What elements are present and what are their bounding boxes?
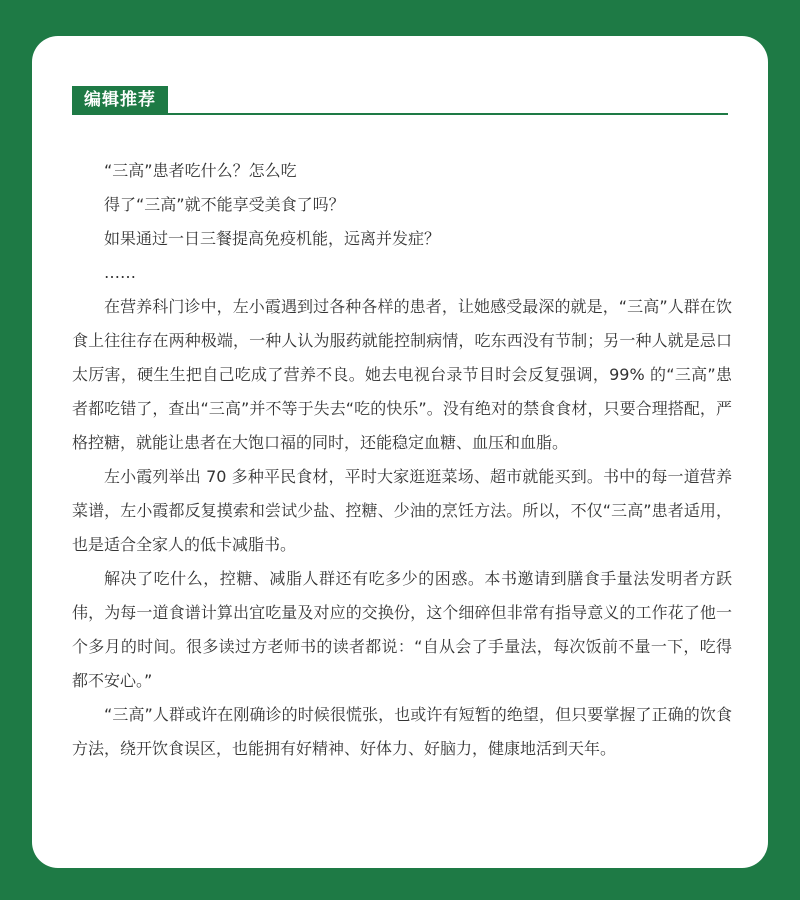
- body-paragraph: 左小霞列举出 70 多种平民食材，平时大家逛逛菜场、超市就能买到。书中的每一道营养菜谱，左小霞都反复摸索和尝试少盐、控糖、少油的烹饪方法。所以，不仅“三高”患者适用，也是适合全家人的低卡减脂书。: [72, 467, 732, 554]
- intro-ellipsis: ……: [104, 263, 136, 282]
- section-title-tag: 编辑推荐: [72, 86, 168, 114]
- intro-line: 如果通过一日三餐提高免疫机能，远离并发症？: [104, 229, 441, 248]
- body-paragraph: “三高”人群或许在刚确诊的时候很慌张，也或许有短暂的绝望，但只要掌握了正确的饮食方法，绕开饮食误区，也能拥有好精神、好体力、好脑力，健康地活到天年。: [72, 705, 732, 758]
- intro-line: “三高”患者吃什么？怎么吃: [104, 161, 297, 180]
- header-divider: [72, 113, 728, 115]
- body-paragraph: 在营养科门诊中，左小霞遇到过各种各样的患者，让她感受最深的就是，“三高”人群在饮食上往往存在两种极端，一种人认为服药就能控制病情，吃东西没有节制；另一种人就是忌口太厉害，硬生生把自己吃成了营养不良。她去电视台录节目时会反复强调，99% 的“三高”患者都吃错了，查出“三高”并不等于失去“吃的快乐”。没有绝对的禁食食材，只要合理搭配，严格控糖，就能让患者在大饱口福的同时，还能稳定血糖、血压和血脂。: [72, 297, 732, 452]
- intro-line: 得了“三高”就不能享受美食了吗？: [104, 195, 345, 214]
- content-card: [32, 36, 768, 868]
- section-header: [72, 86, 728, 116]
- body-paragraph: 解决了吃什么，控糖、减脂人群还有吃多少的困惑。本书邀请到膳食手量法发明者方跃伟，为每一道食谱计算出宜吃量及对应的交换份，这个细碎但非常有指导意义的工作花了他一个多月的时间。很多读过方老师书的读者都说：“自从会了手量法，每次饭前不量一下，吃得都不安心。”: [72, 569, 732, 690]
- article-body: [72, 154, 732, 766]
